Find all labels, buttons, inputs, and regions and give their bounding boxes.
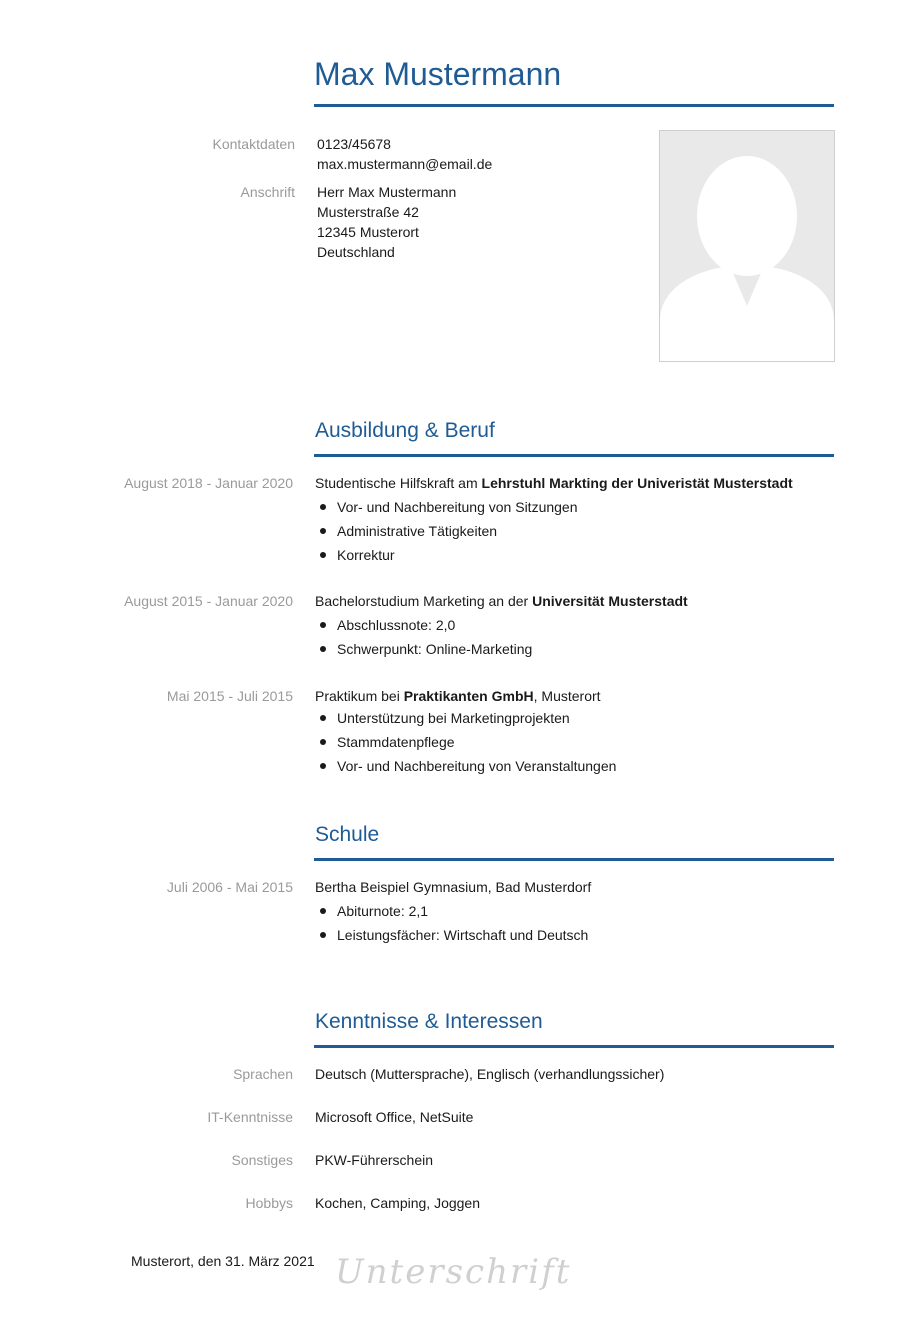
section-divider: [314, 454, 834, 457]
career-date: August 2018 - Januar 2020: [124, 475, 293, 491]
list-item: Vor- und Nachbereitung von Sitzungen: [315, 495, 835, 519]
school-entry: [315, 877, 835, 947]
list-item: Schwerpunkt: Online-Marketing: [315, 637, 835, 661]
career-date: Mai 2015 - Juli 2015: [166, 688, 293, 704]
title-divider: [314, 104, 834, 107]
list-item: Vor- und Nachbereitung von Veranstaltungen: [315, 754, 835, 778]
contact-email: max.mustermann@email.de: [317, 156, 493, 172]
career-entry-title: [315, 473, 835, 493]
skills-value-languages: Deutsch (Muttersprache), Englisch (verhandlungssicher): [315, 1066, 665, 1082]
skills-label-it: IT-Kenntnisse: [207, 1109, 293, 1125]
list-item: Abiturnote: 2,1: [315, 899, 835, 923]
career-entry: [315, 686, 835, 778]
school-bullets: [315, 899, 835, 947]
address-line: Musterstraße 42: [317, 204, 419, 220]
entry-title-strong: Lehrstuhl Markting der Univeristät Musterstadt: [481, 475, 793, 491]
school-entry-title: Bertha Beispiel Gymnasium, Bad Musterdorf: [315, 879, 592, 895]
career-bullets: [315, 613, 835, 661]
address-line: 12345 Musterort: [317, 224, 419, 240]
list-item: Stammdatenpflege: [315, 730, 835, 754]
entry-title-prefix: Studentische Hilfskraft am: [315, 475, 482, 491]
career-entry: [315, 591, 835, 661]
skills-value-it: Microsoft Office, NetSuite: [315, 1109, 474, 1125]
page-title: Max Mustermann: [314, 56, 562, 92]
section-title-career: Ausbildung & Beruf: [315, 419, 495, 442]
entry-title-suffix: , Musterort: [533, 688, 601, 704]
section-title-skills: Kenntnisse & Interessen: [315, 1010, 543, 1033]
skills-label-other: Sonstiges: [231, 1152, 293, 1168]
list-item: Administrative Tätigkeiten: [315, 519, 835, 543]
skills-value-hobbies: Kochen, Camping, Joggen: [315, 1195, 480, 1211]
section-title-school: Schule: [315, 823, 380, 846]
contact-label: Kontaktdaten: [212, 136, 295, 152]
address-label: Anschrift: [240, 184, 295, 200]
entry-title-strong: Praktikanten GmbH: [403, 688, 534, 704]
entry-title-prefix: Praktikum bei: [315, 688, 404, 704]
entry-title-strong: Universität Musterstadt: [532, 593, 688, 609]
section-divider: [314, 858, 834, 861]
skills-label-hobbies: Hobbys: [245, 1195, 293, 1211]
address-line: Herr Max Mustermann: [317, 184, 457, 200]
signature-placeholder: Unterschrift: [335, 1252, 572, 1292]
place-date: Musterort, den 31. März 2021: [131, 1253, 315, 1269]
address-block: [317, 182, 456, 262]
address-line: Deutschland: [317, 244, 395, 260]
section-divider: [314, 1045, 834, 1048]
career-bullets: [315, 495, 835, 567]
entry-title-prefix: Bachelorstudium Marketing an der: [315, 593, 533, 609]
person-silhouette-icon: [660, 131, 834, 361]
profile-photo: [659, 130, 835, 362]
career-entry-title: [315, 591, 835, 611]
list-item: Korrektur: [315, 543, 835, 567]
list-item: Leistungsfächer: Wirtschaft und Deutsch: [315, 923, 835, 947]
contact-phone: 0123/45678: [317, 136, 391, 152]
career-date: August 2015 - Januar 2020: [124, 593, 293, 609]
career-bullets: [315, 706, 835, 778]
skills-label-languages: Sprachen: [233, 1066, 293, 1082]
career-entry: [315, 473, 835, 567]
list-item: Unterstützung bei Marketingprojekten: [315, 706, 835, 730]
skills-value-other: PKW-Führerschein: [315, 1152, 434, 1168]
career-entry-title: [315, 686, 835, 706]
list-item: Abschlussnote: 2,0: [315, 613, 835, 637]
school-date: Juli 2006 - Mai 2015: [166, 879, 293, 895]
